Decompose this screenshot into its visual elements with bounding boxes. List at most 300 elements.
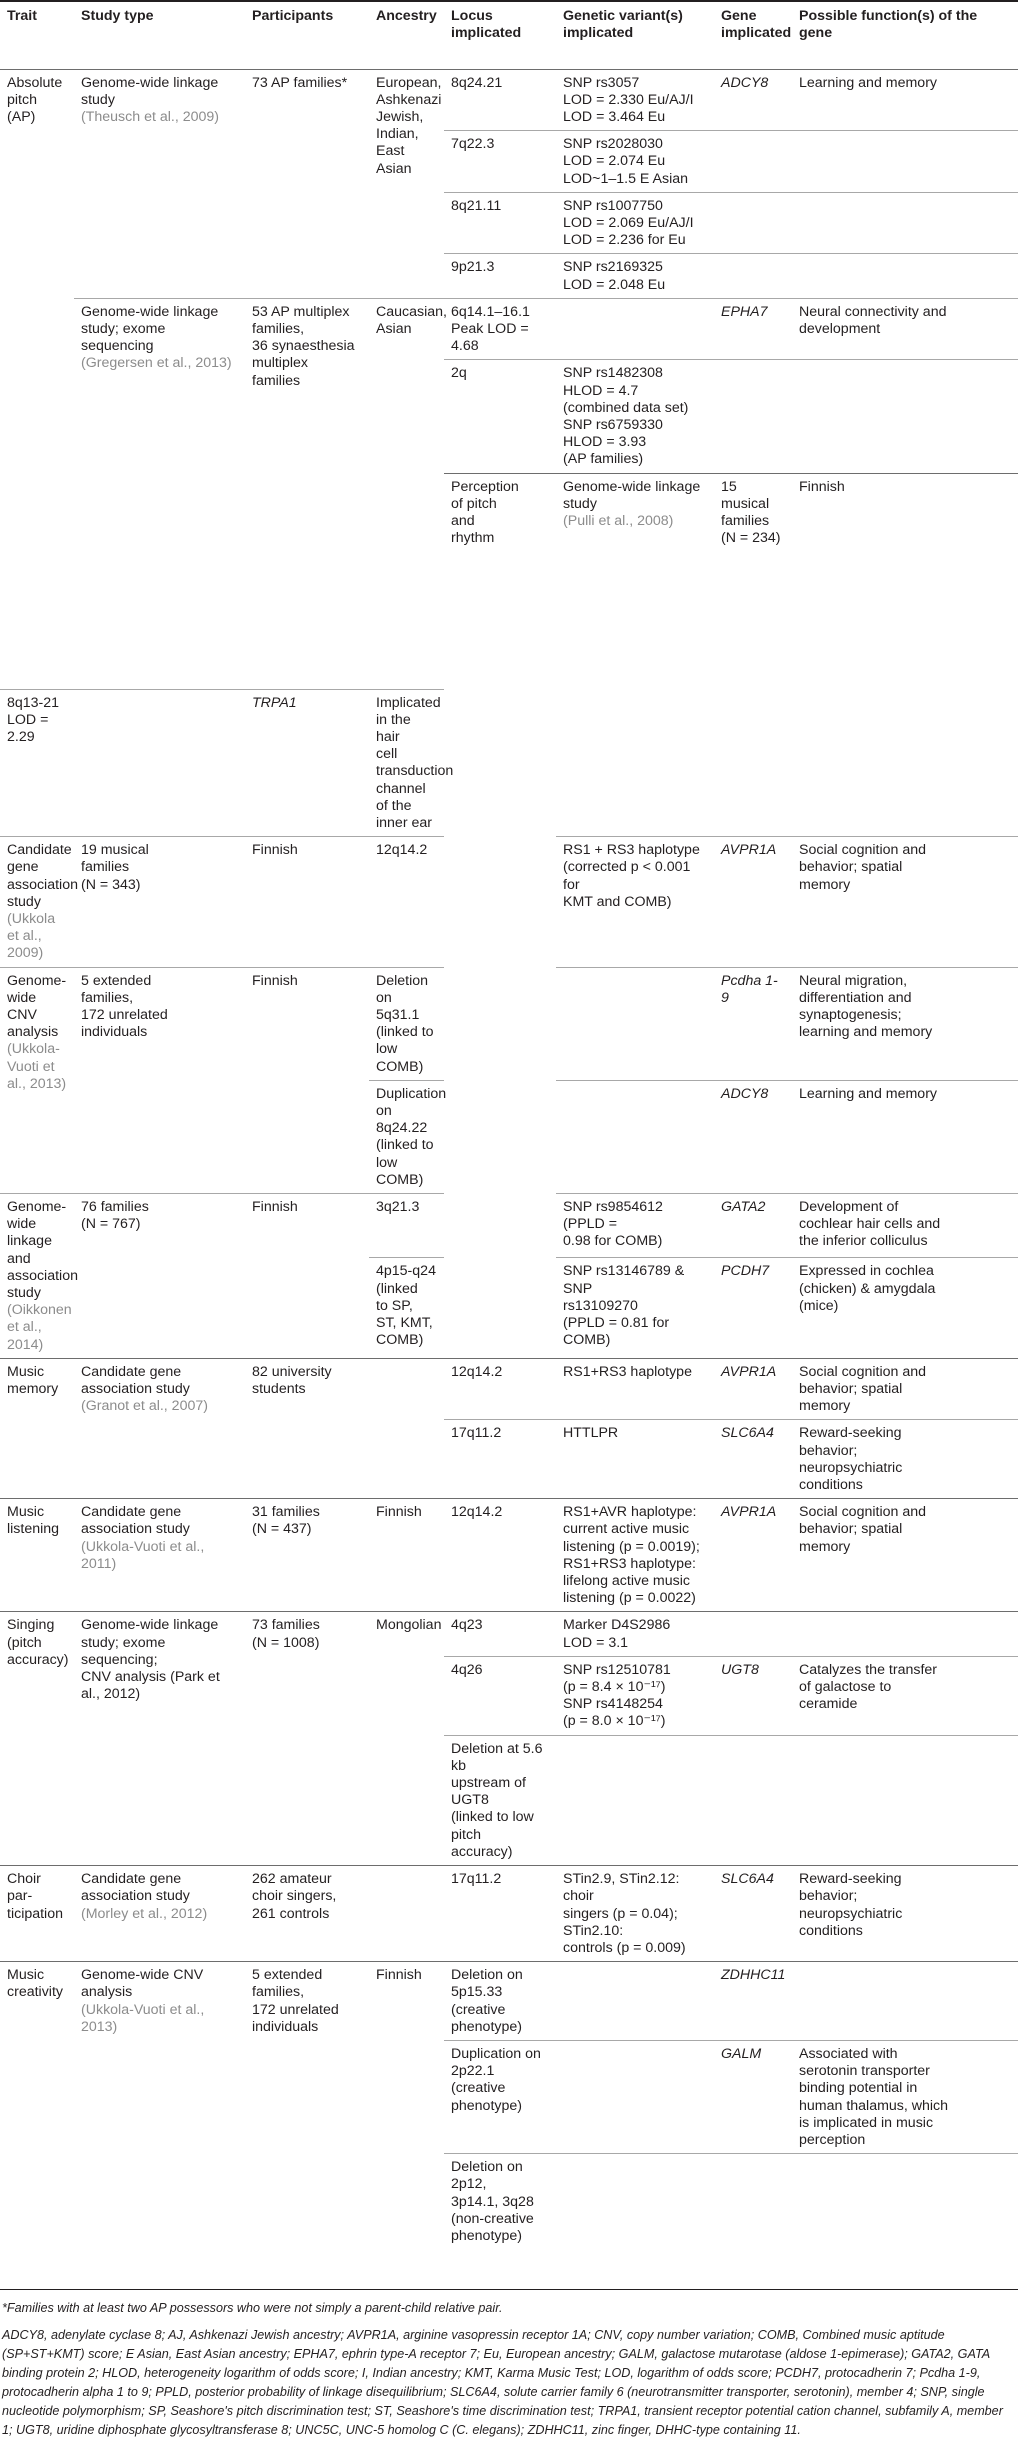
table-cell <box>556 192 714 254</box>
table-cell <box>792 967 1018 1080</box>
cell-line: Learning and memory <box>799 1085 938 1102</box>
table-cell <box>369 1962 444 2250</box>
cell-line: (chicken) & amygdala <box>799 1280 936 1297</box>
table-cell <box>792 1193 1018 1257</box>
cell-line: behavior; <box>799 1888 858 1905</box>
table-cell <box>245 1499 369 1612</box>
table-row <box>0 298 1018 360</box>
table-cell <box>556 69 714 131</box>
cell-line: SNP rs9854612 (PPLD = <box>563 1198 663 1233</box>
table-cell <box>714 1258 792 1358</box>
gene-name: GALM <box>721 2045 762 2062</box>
cell-line: 9p21.3 <box>451 259 495 276</box>
cell-line: Perception <box>451 478 519 495</box>
table-cell <box>0 1612 74 1866</box>
table-cell <box>0 1962 74 2250</box>
table-cell <box>369 1358 444 1498</box>
cell-line: choir singers, <box>252 1888 337 1905</box>
table-cell <box>245 1193 369 1358</box>
cell-line: LOD = 2.048 Eu <box>563 276 666 293</box>
cell-line: Asian <box>376 320 412 337</box>
footnote-abbreviations: ADCY8, adenylate cyclase 8; AJ, Ashkenazi Jewish ancestry; AVPR1A, arginine vasopressin receptor 1A; CNV, copy number variation; COMB, Combined music aptitude (SP+ST+KMT) score; E Asian, East Asian ancestry; EPHA7, ephrin type-A receptor 7; Eu, European ancestry; GALM, galactose mutarotase (aldose 1-epimerase); GATA2, GATA binding protein 2; HLOD, heterogeneity logarithm of odds score; I, Indian ancestry; KMT, Karma Music Test; LOD, logarithm of odds score; PCDH7, protocadherin 7; Pcdha 1-9, protocadherin alpha 1 to 9; PPLD, posterior probability of linkage disequilibrium; SLC6A4, solute carrier family 6 (neurotransmitter transporter, serotonin), member 4; SNP, single nucleotide polymorphism; SP, Seashore's pitch discrimination test; ST, Seashore's time discrimination test; TRPA1, transient receptor potential cation channel, subfamily A, member 1; UGT8, uridine diphosphate glycosyltransferase 8; UNC5C, UNC-5 homolog C (C. elegans); ZDHHC11, zinc finger, DHHC-type containing 11. <box>2 2328 1003 2437</box>
cell-line: LOD = 3.464 Eu <box>563 108 666 125</box>
cell-line: phenotype) <box>451 2227 522 2244</box>
cell-line: 3q21.3 <box>376 1198 420 1215</box>
cell-line: Genome-wide CNV <box>81 1967 204 1984</box>
table-cell <box>556 1866 714 1962</box>
table-cell <box>792 2154 1018 2250</box>
cell-line: Genome-wide linkage <box>7 1198 67 1250</box>
table-cell <box>556 1358 714 1420</box>
table-cell <box>556 1656 714 1735</box>
cell-line: SNP rs1482308 <box>563 365 663 382</box>
cell-line: pitch (AP) <box>7 91 37 125</box>
cell-line: RS1 + RS3 haplotype <box>563 842 700 859</box>
cell-line: 5p15.33 <box>451 1984 503 2001</box>
cell-line: COMB) <box>376 1332 424 1349</box>
table-cell <box>245 69 369 298</box>
table-cell <box>792 1499 1018 1612</box>
cell-line: LOD = 2.29 <box>7 711 49 745</box>
table-cell <box>369 1499 444 1612</box>
cell-line: rs13109270 <box>563 1297 638 1314</box>
table-cell <box>369 1258 444 1358</box>
cell-line: 73 families <box>252 1617 320 1634</box>
cell-line: Finnish <box>252 972 298 989</box>
cell-line: Deletion on <box>451 1967 523 1984</box>
table-cell <box>74 1193 245 1358</box>
table-cell <box>245 837 369 967</box>
cell-line: ceramide <box>799 1696 858 1713</box>
cell-line: 172 unrelated <box>81 1006 168 1023</box>
table-cell <box>792 192 1018 254</box>
table-cell <box>714 1420 792 1499</box>
table-cell <box>714 192 792 254</box>
table-cell <box>0 69 74 689</box>
cell-line: (linked to low <box>376 1024 434 1058</box>
table-cell <box>792 1612 1018 1656</box>
table-cell <box>556 967 714 1080</box>
table-cell <box>792 2040 1018 2153</box>
cell-line: memory <box>799 1538 851 1555</box>
cell-line: COMB) <box>376 1058 424 1075</box>
cell-line: individuals <box>81 1024 148 1041</box>
cell-line: Development of <box>799 1198 899 1215</box>
table-cell <box>369 1612 444 1866</box>
cell-line: (pitch <box>7 1634 42 1651</box>
table-row <box>0 1499 1018 1612</box>
cell-line: families <box>721 512 770 529</box>
cell-line: Associated with <box>799 2045 898 2062</box>
table-cell <box>556 1080 714 1193</box>
header-ancestry: Ancestry <box>369 1 444 69</box>
cell-line: and association study <box>7 1250 78 1301</box>
cell-line: (N = 767) <box>81 1216 141 1233</box>
cell-line: SNP rs13146789 & SNP <box>563 1263 685 1297</box>
cell-line: East <box>376 143 405 160</box>
table-cell <box>714 69 792 131</box>
table-cell <box>792 254 1018 298</box>
header-locus: Locus implicated <box>444 1 556 69</box>
cell-line: memory <box>799 876 851 893</box>
footnote-star: *Families with at least two AP possessors who were not simply a parent-child relative pair. <box>2 2301 503 2315</box>
cell-line: (N = 343) <box>81 876 141 893</box>
table-cell <box>444 1358 556 1420</box>
table-cell <box>444 1656 556 1735</box>
table-cell <box>792 131 1018 193</box>
cell-line: SNP rs1007750 <box>563 197 663 214</box>
cell-line: (p = 8.0 × 10⁻¹⁷) <box>563 1713 666 1730</box>
cell-line: (N = 234) <box>721 530 781 547</box>
cell-line: Peak LOD = 4.68 <box>451 320 529 355</box>
cell-line: KMT and COMB) <box>563 893 672 910</box>
table-cell <box>444 69 556 131</box>
table-cell <box>245 1358 369 1498</box>
table-row <box>0 1612 1018 1656</box>
cell-line: of pitch <box>451 495 497 512</box>
table-cell <box>556 254 714 298</box>
gene-name: UGT8 <box>721 1661 759 1678</box>
table-cell <box>556 473 714 837</box>
table-cell <box>369 837 444 967</box>
citation: (Ukkola-Vuoti et al., 2011) <box>81 1538 205 1572</box>
cell-line: the inferior colliculus <box>799 1233 928 1250</box>
footnotes <box>0 2289 1018 2448</box>
table-cell <box>74 1499 245 1612</box>
table-cell <box>74 69 245 298</box>
cell-line: binding potential in <box>799 2080 918 2097</box>
cell-line: study <box>81 91 115 108</box>
table-cell <box>369 689 454 837</box>
cell-line: analysis <box>81 1984 133 2001</box>
header-row <box>0 1 1018 69</box>
cell-line: individuals <box>252 2018 319 2035</box>
table-cell <box>714 1962 792 2041</box>
cell-line: association study <box>81 1381 190 1398</box>
cell-line: singers (p = 0.04); <box>563 1905 678 1922</box>
table-cell <box>556 1735 714 1865</box>
cell-line: HTTLPR <box>563 1425 619 1442</box>
cell-line: neuropsychiatric <box>799 1905 903 1922</box>
cell-line: Music <box>7 1363 45 1380</box>
cell-line: Candidate gene <box>81 1871 182 1888</box>
cell-line: Reward-seeking <box>799 1871 902 1888</box>
cell-line: LOD = 2.236 for Eu <box>563 232 686 249</box>
cell-line: Finnish <box>799 478 845 495</box>
citation: (Pulli et al., 2008) <box>563 512 674 529</box>
table-cell <box>792 1656 1018 1735</box>
table-cell <box>444 1612 556 1656</box>
cell-line: behavior; spatial <box>799 1521 903 1538</box>
cell-line: LOD~1–1.5 E Asian <box>563 170 689 187</box>
table-cell <box>74 1962 245 2250</box>
cell-line: Finnish <box>252 1198 298 1215</box>
cell-line: creativity <box>7 1984 63 2001</box>
cell-line: Genome-wide linkage <box>81 74 219 91</box>
table-cell <box>0 1866 74 1962</box>
cell-line: cell transduction <box>376 746 454 780</box>
cell-line: association study <box>7 876 78 910</box>
cell-line: upstream of UGT8 <box>451 1775 526 1809</box>
cell-line: SNP rs12510781 <box>563 1661 671 1678</box>
table-cell <box>714 360 792 473</box>
cell-line: learning and memory <box>799 1024 933 1041</box>
cell-line: Finnish <box>252 842 298 859</box>
cell-line: Jewish, <box>376 108 424 125</box>
cell-line: 19 musical <box>81 842 149 859</box>
table-cell <box>792 1420 1018 1499</box>
gene-name: ADCY8 <box>721 1085 769 1102</box>
cell-line: development <box>799 320 881 337</box>
table-row <box>0 1866 1018 1962</box>
header-trait: Trait <box>0 1 74 69</box>
table-cell <box>0 689 74 837</box>
cell-line: study; exome sequencing; <box>81 1634 166 1668</box>
cell-line: 73 AP families* <box>252 74 348 91</box>
table-cell <box>444 1962 556 2041</box>
table-cell <box>714 967 792 1080</box>
cell-line: 8q24.21 <box>451 74 503 91</box>
cell-line: Social cognition and <box>799 1504 926 1521</box>
table-cell <box>556 131 714 193</box>
cell-line: Deletion on 5q31.1 <box>376 972 429 1023</box>
table-cell <box>444 2154 556 2250</box>
table-cell <box>714 1612 792 1656</box>
cell-line: SNP rs6759330 <box>563 416 663 433</box>
cell-line: Genome-wide linkage <box>81 1617 219 1634</box>
cell-line: is implicated in music <box>799 2114 934 2131</box>
cell-line: LOD = 2.330 Eu/AJ/I <box>563 91 694 108</box>
cell-line: 261 controls <box>252 1905 330 1922</box>
cell-line: memory <box>7 1381 59 1398</box>
table-cell <box>714 1656 792 1735</box>
table-cell <box>714 837 792 967</box>
cell-line: Reward-seeking <box>799 1425 902 1442</box>
cell-line: Neural migration, <box>799 972 908 989</box>
cell-line: 2q <box>451 365 467 382</box>
cell-line: conditions <box>799 1477 863 1494</box>
table-cell <box>792 1735 1018 1865</box>
table-cell <box>245 1962 369 2250</box>
table-cell <box>369 1866 444 1962</box>
table-cell <box>74 1358 245 1498</box>
cell-line: study; exome sequencing <box>81 320 166 355</box>
cell-line: Deletion on 2p12, <box>451 2159 523 2193</box>
cell-line: Implicated in the hair <box>376 694 441 745</box>
cell-line: 3p14.1, 3q28 <box>451 2193 534 2210</box>
table-row <box>0 1358 1018 1420</box>
header-participants: Participants <box>245 1 369 69</box>
table-cell <box>444 360 556 473</box>
table-cell <box>0 1358 74 1498</box>
cell-line: RS1+AVR haplotype: <box>563 1504 697 1521</box>
gene-name: PCDH7 <box>721 1263 770 1280</box>
table-cell <box>369 1193 444 1257</box>
cell-line: Learning and memory <box>799 74 938 91</box>
table-cell <box>245 689 369 837</box>
table-cell <box>714 473 792 837</box>
cell-line: 262 amateur <box>252 1871 332 1888</box>
cell-line: perception <box>799 2131 866 2148</box>
cell-line: RS1+RS3 haplotype <box>563 1363 692 1380</box>
table-cell <box>444 192 556 254</box>
cell-line: rhythm <box>451 530 495 547</box>
gene-name: TRPA1 <box>252 694 297 711</box>
cell-line: (combined data set) <box>563 399 689 416</box>
cell-line: neuropsychiatric <box>799 1459 903 1476</box>
table-cell <box>74 689 245 837</box>
cell-line: Indian, <box>376 126 419 143</box>
citation: (Gregersen et al., 2013) <box>81 355 232 372</box>
cell-line: listening <box>7 1521 60 1538</box>
table-row <box>0 1962 1018 2041</box>
cell-line: European, <box>376 74 442 91</box>
cell-line: Expressed in cochlea <box>799 1263 934 1280</box>
cell-line: SNP rs3057 <box>563 74 640 91</box>
cell-line: 8q24.22 (linked to <box>376 1120 434 1154</box>
header-function: Possible function(s) of the gene <box>792 1 1018 69</box>
cell-line: Duplication on <box>451 2045 541 2062</box>
table-cell <box>714 1866 792 1962</box>
cell-line: Genome-wide CNV <box>7 972 67 1023</box>
table-cell <box>0 837 78 967</box>
header-gene: Gene implicated <box>714 1 792 69</box>
cell-line: Genome-wide linkage <box>81 303 219 320</box>
cell-line: channel of the inner ear <box>376 780 432 831</box>
cell-line: (mice) <box>799 1297 839 1314</box>
table-cell <box>444 1499 556 1612</box>
citation: (Ukkola et al., 2009) <box>7 910 56 962</box>
cell-line: low COMB) <box>376 1154 424 1188</box>
cell-line: Candidate gene <box>81 1363 182 1380</box>
cell-line: accuracy) <box>451 1843 513 1860</box>
cell-line: (creative <box>451 2080 506 2097</box>
table-row <box>0 69 1018 131</box>
cell-line: Absolute <box>7 74 63 91</box>
table-cell <box>792 298 1018 360</box>
cell-line: listening (p = 0.0019); <box>563 1538 700 1555</box>
cell-line: Caucasian, <box>376 303 447 320</box>
cell-line: (creative <box>451 2001 506 2018</box>
cell-line: (PPLD = 0.81 for COMB) <box>563 1315 670 1349</box>
cell-line: Ashkenazi <box>376 91 442 108</box>
cell-line: and <box>451 512 475 529</box>
table-cell <box>369 69 444 298</box>
table-cell <box>714 1193 792 1257</box>
cell-line: 53 AP multiplex <box>252 303 350 320</box>
cell-line: Duplication on <box>376 1085 447 1119</box>
table-cell <box>556 2040 714 2153</box>
cell-line: (non-creative <box>451 2210 534 2227</box>
cell-line: 12q14.2 <box>376 842 428 859</box>
cell-line: Social cognition and <box>799 842 926 859</box>
table-cell <box>444 1735 556 1865</box>
gene-name: ZDHHC11 <box>721 1967 786 1984</box>
cell-line: 12q14.2 <box>451 1504 503 1521</box>
table-cell <box>74 1612 245 1866</box>
cell-line: 17q11.2 <box>451 1425 502 1442</box>
cell-line: Asian <box>376 160 412 177</box>
table-cell <box>369 967 444 1080</box>
citation: (Morley et al., 2012) <box>81 1905 208 1922</box>
cell-line: SNP rs4148254 <box>563 1696 663 1713</box>
gene-name: EPHA7 <box>721 303 768 320</box>
cell-line: SNP rs2028030 <box>563 136 663 153</box>
cell-line: 4q26 <box>451 1661 483 1678</box>
table-cell <box>714 1735 792 1865</box>
cell-line: association study <box>81 1521 190 1538</box>
citation: (Theusch et al., 2009) <box>81 108 220 125</box>
gene-name: AVPR1A <box>721 1363 777 1380</box>
cell-line: serotonin transporter <box>799 2063 930 2080</box>
table-cell <box>792 1258 1018 1358</box>
cell-line: 76 families <box>81 1198 149 1215</box>
cell-line: of galactose to <box>799 1679 892 1696</box>
cell-line: 36 synaesthesia <box>252 338 355 355</box>
table-cell <box>714 298 792 360</box>
cell-line: human thalamus, which <box>799 2097 949 2114</box>
gene-name: SLC6A4 <box>721 1871 774 1888</box>
cell-line: Finnish <box>376 1504 422 1521</box>
cell-line: accuracy) <box>7 1651 69 1668</box>
cell-line: 82 university <box>252 1363 332 1380</box>
gene-name: AVPR1A <box>721 1504 777 1521</box>
table-cell <box>0 1193 78 1358</box>
table-cell <box>556 298 714 360</box>
table-cell <box>0 1499 74 1612</box>
table-cell <box>714 131 792 193</box>
header-study-type: Study type <box>74 1 245 69</box>
table-cell <box>74 837 245 967</box>
table-cell <box>556 1499 714 1612</box>
table-cell <box>792 837 1018 967</box>
table-cell <box>556 1193 714 1257</box>
cell-line: analysis <box>7 1024 59 1041</box>
cell-line: 6q14.1–16.1 <box>451 303 530 320</box>
cell-line: (corrected p < 0.001 for <box>563 859 691 893</box>
cell-line: families, <box>252 320 305 337</box>
table-cell <box>0 967 74 1193</box>
cell-line: 7q22.3 <box>451 136 495 153</box>
cell-line: Marker D4S2986 <box>563 1617 671 1634</box>
cell-line: association study <box>81 1888 190 1905</box>
cell-line: controls (p = 0.009) <box>563 1939 686 1956</box>
table-cell <box>444 254 556 298</box>
table-cell <box>74 1866 245 1962</box>
cell-line: Candidate gene <box>81 1504 182 1521</box>
cell-line: 4p15-q24 (linked <box>376 1263 436 1297</box>
table-cell <box>444 131 556 193</box>
cell-line: Music <box>7 1504 45 1521</box>
cell-line: Music <box>7 1967 45 1984</box>
table-cell <box>714 2040 792 2153</box>
table-cell <box>792 1358 1018 1420</box>
citation: (Granot et al., 2007) <box>81 1398 208 1415</box>
table-cell <box>714 254 792 298</box>
table-cell <box>792 1962 1018 2041</box>
cell-line: 31 families <box>252 1504 320 1521</box>
cell-line: (p = 8.4 × 10⁻¹⁷) <box>563 1679 666 1696</box>
cell-line: (N = 437) <box>252 1521 312 1538</box>
gene-name: ADCY8 <box>721 74 769 91</box>
table-cell <box>792 1080 1018 1193</box>
cell-line: Candidate gene <box>7 842 72 876</box>
cell-line: conditions <box>799 1922 863 1939</box>
table-cell <box>792 1866 1018 1962</box>
gene-name: Pcdha 1-9 <box>721 972 778 1006</box>
gene-name: SLC6A4 <box>721 1425 774 1442</box>
cell-line: 15 musical <box>721 478 770 512</box>
